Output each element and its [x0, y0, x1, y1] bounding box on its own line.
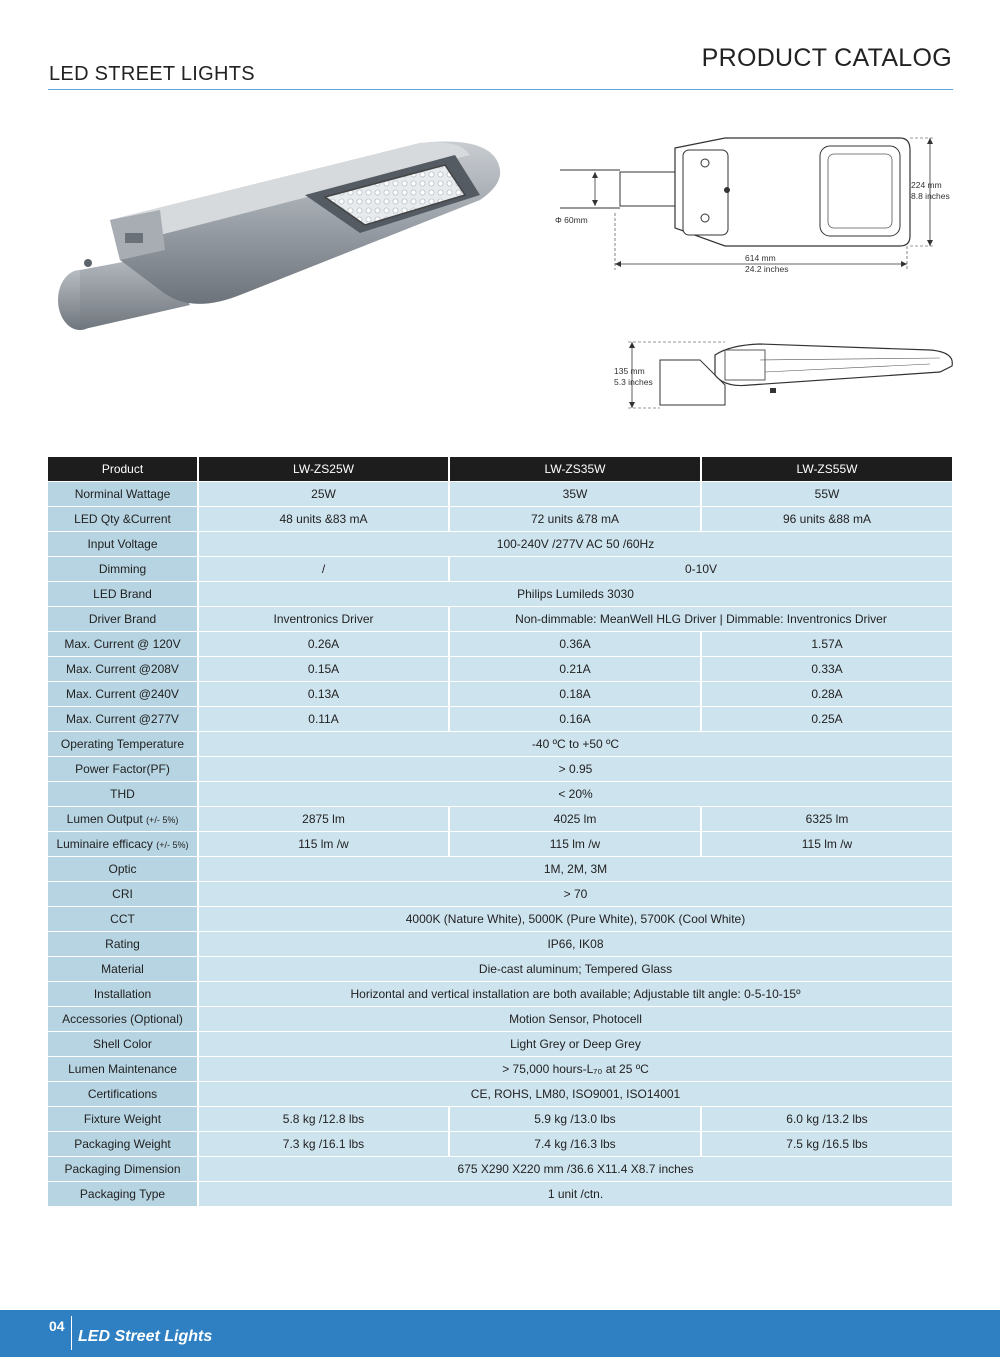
value-cell: Die-cast aluminum; Tempered Glass	[198, 957, 952, 982]
row-label	[48, 482, 198, 507]
value-cell: Horizontal and vertical installation are both available; Adjustable tilt angle: 0-5-10-15º	[198, 982, 952, 1007]
row-label-text: Operating Temperature	[60, 737, 185, 751]
row-label	[48, 1182, 198, 1207]
value-cell: 0.11A	[198, 707, 449, 732]
row-label-text: Max. Current @277V	[66, 712, 179, 726]
value-cell: 115 lm /w	[198, 832, 449, 857]
value-cell: 5.8 kg /12.8 lbs	[198, 1107, 449, 1132]
value-cell: 4000K (Nature White), 5000K (Pure White), 5700K (Cool White)	[198, 907, 952, 932]
value-cell: 0.21A	[449, 657, 701, 682]
value-cell: 115 lm /w	[701, 832, 952, 857]
table-row	[48, 507, 952, 532]
value-cell: 100-240V /277V AC 50 /60Hz	[198, 532, 952, 557]
value-cell: CE, ROHS, LM80, ISO9001, ISO14001	[198, 1082, 952, 1107]
row-label	[48, 757, 198, 782]
row-label	[48, 882, 198, 907]
row-label-text: LED Brand	[93, 587, 152, 601]
table-row	[48, 1007, 952, 1032]
row-label-text: Max. Current @240V	[66, 687, 179, 701]
value-cell: 7.5 kg /16.5 lbs	[701, 1132, 952, 1157]
row-label-text: Driver Brand	[88, 612, 157, 626]
row-label	[48, 907, 198, 932]
row-label-text: Accessories (Optional)	[62, 1012, 183, 1026]
row-label-text: Packaging Type	[79, 1187, 166, 1201]
row-label	[48, 1107, 198, 1132]
row-label	[48, 932, 198, 957]
value-cell: IP66, IK08	[198, 932, 952, 957]
row-label-note: (+/- 5%)	[156, 840, 189, 850]
row-label-text: Input Voltage	[87, 537, 158, 551]
row-label	[48, 1082, 198, 1107]
row-label	[48, 1007, 198, 1032]
value-cell: 1 unit /ctn.	[198, 1182, 952, 1207]
spec-table	[48, 457, 952, 1207]
value-cell: 1M, 2M, 3M	[198, 857, 952, 882]
row-label-text: LED Qty &Current	[74, 512, 171, 526]
table-row	[48, 732, 952, 757]
value-cell: /	[198, 557, 449, 582]
value-cell: Motion Sensor, Photocell	[198, 1007, 952, 1032]
row-label	[48, 782, 198, 807]
header-cell: LW-ZS25W	[198, 457, 449, 482]
value-cell: > 70	[198, 882, 952, 907]
header-cell: LW-ZS55W	[701, 457, 952, 482]
row-label-text: Norminal Wattage	[74, 487, 171, 501]
row-label-text: THD	[110, 787, 135, 801]
row-label-text: Max. Current @ 120V	[64, 637, 181, 651]
value-cell: Inventronics Driver	[198, 607, 449, 632]
value-cell: 0.13A	[198, 682, 449, 707]
row-label	[48, 807, 198, 832]
row-label-text: Shell Color	[93, 1037, 152, 1051]
table-row	[48, 757, 952, 782]
row-label	[48, 732, 198, 757]
table-row	[48, 607, 952, 632]
value-cell: 115 lm /w	[449, 832, 701, 857]
value-cell: 35W	[449, 482, 701, 507]
value-cell: 4025 lm	[449, 807, 701, 832]
value-cell: 0-10V	[449, 557, 952, 582]
row-label	[48, 582, 198, 607]
value-cell: 6.0 kg /13.2 lbs	[701, 1107, 952, 1132]
value-cell: 0.16A	[449, 707, 701, 732]
spec-table-header	[48, 457, 952, 482]
value-cell: 96 units &88 mA	[701, 507, 952, 532]
value-cell: 25W	[198, 482, 449, 507]
value-cell: 48 units &83 mA	[198, 507, 449, 532]
table-row	[48, 707, 952, 732]
row-label-text: Rating	[105, 937, 140, 951]
value-cell: 1.57A	[701, 632, 952, 657]
value-cell: Light Grey or Deep Grey	[198, 1032, 952, 1057]
value-cell: 0.26A	[198, 632, 449, 657]
footer-divider	[71, 1316, 72, 1350]
row-label-text: Material	[101, 962, 144, 976]
table-row	[48, 957, 952, 982]
table-row	[48, 982, 952, 1007]
value-cell: 0.33A	[701, 657, 952, 682]
table-row	[48, 1182, 952, 1207]
table-row	[48, 882, 952, 907]
row-label-text: Certifications	[87, 1087, 158, 1101]
value-cell: 6325 lm	[701, 807, 952, 832]
value-cell: 72 units &78 mA	[449, 507, 701, 532]
table-row	[48, 1057, 952, 1082]
table-row	[48, 932, 952, 957]
header-rule	[48, 89, 953, 90]
table-row	[48, 1107, 952, 1132]
length-mm-label: 614 mm	[745, 253, 776, 263]
value-cell: 0.36A	[449, 632, 701, 657]
row-label-text: Power Factor(PF)	[75, 762, 170, 776]
catalog-title: PRODUCT CATALOG	[701, 44, 952, 72]
table-row	[48, 782, 952, 807]
table-row	[48, 582, 952, 607]
table-row	[48, 1032, 952, 1057]
value-cell: Philips Lumileds 3030	[198, 582, 952, 607]
depth-mm-label: 135 mm	[614, 366, 645, 376]
row-label	[48, 1157, 198, 1182]
row-label-note: (+/- 5%)	[146, 815, 179, 825]
table-row	[48, 857, 952, 882]
row-label-text: Packaging Dimension	[64, 1162, 181, 1176]
table-row	[48, 807, 952, 832]
header-cell: Product	[48, 457, 198, 482]
value-cell: 0.18A	[449, 682, 701, 707]
side-view-drawing	[600, 330, 960, 415]
section-title: LED STREET LIGHTS	[49, 63, 255, 85]
table-row	[48, 632, 952, 657]
row-label	[48, 682, 198, 707]
row-label-text: Installation	[93, 987, 152, 1001]
row-label	[48, 1057, 198, 1082]
value-cell: -40 ºC to +50 ºC	[198, 732, 952, 757]
table-row	[48, 482, 952, 507]
table-row	[48, 532, 952, 557]
value-cell: 2875 lm	[198, 807, 449, 832]
row-label-text: Lumen Maintenance	[68, 1062, 177, 1076]
top-view-drawing	[555, 128, 960, 278]
table-row	[48, 557, 952, 582]
value-cell: 7.3 kg /16.1 lbs	[198, 1132, 449, 1157]
row-label	[48, 607, 198, 632]
table-row	[48, 832, 952, 857]
length-in-label: 24.2 inches	[745, 264, 789, 274]
footer-title: LED Street Lights	[78, 1328, 213, 1345]
row-label-text: Max. Current @208V	[66, 662, 179, 676]
row-label	[48, 707, 198, 732]
value-cell: 5.9 kg /13.0 lbs	[449, 1107, 701, 1132]
table-row	[48, 1082, 952, 1107]
row-label	[48, 957, 198, 982]
row-label	[48, 507, 198, 532]
pole-diameter-label: Φ 60mm	[555, 215, 588, 225]
value-cell: < 20%	[198, 782, 952, 807]
row-label-text: Luminaire efficacy	[56, 837, 153, 851]
row-label-text: CRI	[112, 887, 133, 901]
value-cell: 7.4 kg /16.3 lbs	[449, 1132, 701, 1157]
height-mm-label: 224 mm	[911, 180, 942, 190]
table-row	[48, 657, 952, 682]
table-row	[48, 907, 952, 932]
header-cell: LW-ZS35W	[449, 457, 701, 482]
row-label	[48, 1132, 198, 1157]
table-row	[48, 1132, 952, 1157]
height-in-label: 8.8 inches	[911, 191, 950, 201]
row-label-text: Optic	[108, 862, 137, 876]
row-label-text: Lumen Output	[66, 812, 143, 826]
row-label-text: Packaging Weight	[74, 1137, 171, 1151]
page-number: 04	[49, 1318, 65, 1334]
row-label	[48, 1032, 198, 1057]
row-label	[48, 832, 198, 857]
row-label	[48, 657, 198, 682]
value-cell: 0.25A	[701, 707, 952, 732]
value-cell: 675 X290 X220 mm /36.6 X11.4 X8.7 inches	[198, 1157, 952, 1182]
table-row	[48, 682, 952, 707]
row-label-text: Fixture Weight	[83, 1112, 162, 1126]
street-light-photo	[40, 125, 510, 350]
value-cell: > 75,000 hours-L₇₀ at 25 ºC	[198, 1057, 952, 1082]
value-cell: Non-dimmable: MeanWell HLG Driver | Dimmable: Inventronics Driver	[449, 607, 952, 632]
row-label-text: CCT	[110, 912, 135, 926]
table-row	[48, 1157, 952, 1182]
depth-in-label: 5.3 inches	[614, 377, 653, 387]
row-label	[48, 982, 198, 1007]
row-label	[48, 857, 198, 882]
value-cell: 55W	[701, 482, 952, 507]
row-label	[48, 532, 198, 557]
value-cell: > 0.95	[198, 757, 952, 782]
row-label	[48, 557, 198, 582]
value-cell: 0.28A	[701, 682, 952, 707]
value-cell: 0.15A	[198, 657, 449, 682]
row-label	[48, 632, 198, 657]
row-label-text: Dimming	[98, 562, 147, 576]
